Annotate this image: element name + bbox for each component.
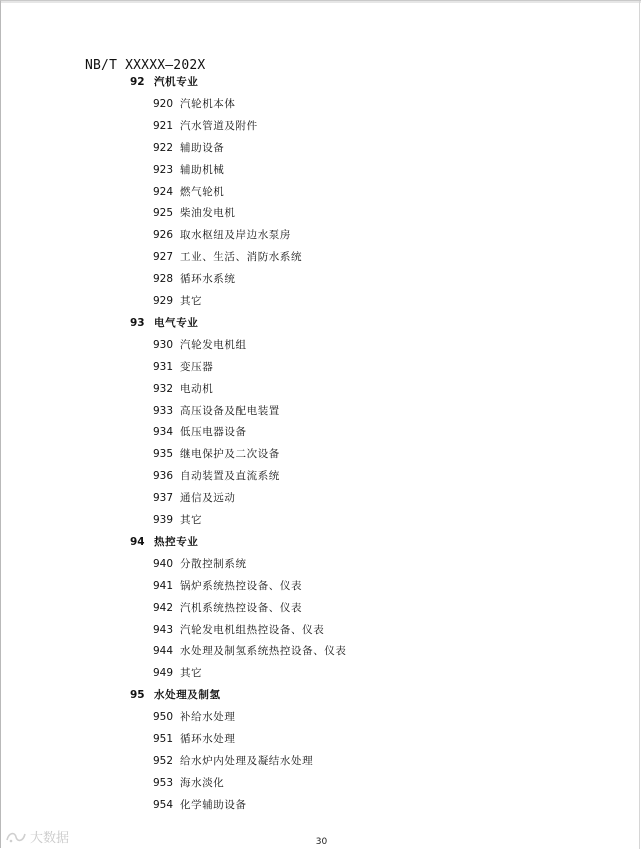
item-code: 932 (153, 382, 174, 395)
list-item (153, 664, 202, 682)
list-item (153, 730, 236, 748)
list-item (153, 183, 224, 201)
list-item (153, 511, 202, 529)
list-item (153, 336, 247, 354)
item-code: 950 (153, 711, 174, 724)
item-code: 943 (153, 623, 174, 636)
item-title: 其它 (180, 667, 203, 680)
item-title: 补给水处理 (180, 711, 236, 724)
list-item (153, 161, 224, 179)
item-title: 变压器 (180, 360, 214, 373)
item-code: 927 (153, 251, 174, 264)
list-item (153, 621, 324, 639)
list-item (153, 248, 302, 266)
section-title: 水处理及制氢 (154, 689, 221, 702)
item-title: 汽水管道及附件 (180, 119, 258, 132)
item-code: 923 (153, 163, 174, 176)
list-item (153, 380, 213, 398)
page-number: 30 (315, 837, 328, 847)
item-code: 953 (153, 776, 174, 789)
item-code: 936 (153, 470, 174, 483)
section-code: 92 (130, 76, 145, 88)
list-item (153, 577, 302, 595)
page-right-edge (639, 1, 640, 849)
item-code: 934 (153, 426, 174, 439)
item-title: 工业、生活、消防水系统 (180, 251, 303, 264)
list-item (153, 796, 247, 814)
section-title: 电气专业 (154, 316, 199, 329)
item-title: 循环水处理 (180, 733, 236, 745)
section-code: 93 (130, 316, 145, 329)
list-item (153, 708, 236, 726)
list-item (153, 752, 313, 770)
item-code: 928 (153, 273, 174, 286)
page-top-edge (1, 1, 641, 3)
item-code: 921 (153, 119, 174, 132)
item-title: 给水炉内处理及凝结水处理 (180, 754, 314, 767)
item-title: 继电保护及二次设备 (180, 448, 280, 461)
list-item (153, 139, 224, 157)
item-code: 949 (153, 667, 174, 680)
item-code: 954 (153, 798, 174, 811)
list-item (153, 292, 202, 310)
item-title: 汽轮发电机组 (180, 338, 247, 351)
section-code: 95 (130, 689, 145, 702)
item-title: 柴油发电机 (180, 207, 236, 220)
item-title: 燃气轮机 (180, 185, 225, 198)
list-item (153, 358, 213, 376)
section-heading (130, 73, 198, 91)
item-code: 920 (153, 97, 174, 110)
item-title: 水处理及制氢系统热控设备、仪表 (180, 645, 347, 658)
list-item (153, 117, 258, 135)
item-code: 924 (153, 185, 174, 198)
list-item (153, 489, 236, 507)
list-item (153, 774, 224, 792)
item-title: 汽轮发电机组热控设备、仪表 (180, 623, 325, 636)
item-title: 高压设备及配电装置 (180, 404, 280, 417)
item-title: 海水淡化 (180, 776, 225, 789)
section-title: 热控专业 (154, 535, 199, 548)
item-title: 通信及远动 (180, 492, 236, 505)
item-title: 电动机 (180, 382, 214, 395)
item-code: 937 (153, 492, 174, 505)
item-title: 其它 (180, 295, 203, 307)
list-item (153, 599, 302, 617)
item-title: 低压电器设备 (180, 426, 247, 439)
watermark-text: 大数据 (30, 831, 70, 846)
item-code: 941 (153, 579, 174, 592)
item-code: 925 (153, 207, 174, 220)
item-code: 939 (153, 514, 174, 526)
item-code: 951 (153, 733, 174, 745)
item-code: 926 (153, 229, 174, 242)
list-item (153, 642, 347, 660)
section-code: 94 (130, 535, 145, 548)
item-title: 循环水系统 (180, 273, 236, 286)
item-code: 942 (153, 601, 174, 614)
item-code: 952 (153, 754, 174, 767)
list-item (153, 226, 291, 244)
item-code: 931 (153, 360, 174, 373)
list-item (153, 204, 236, 222)
list-item (153, 555, 247, 573)
item-title: 化学辅助设备 (180, 798, 247, 811)
item-title: 其它 (180, 514, 203, 526)
list-item (153, 402, 280, 420)
item-title: 辅助设备 (180, 141, 225, 154)
item-code: 929 (153, 295, 174, 307)
item-code: 940 (153, 557, 174, 570)
item-title: 自动装置及直流系统 (180, 470, 280, 483)
list-item (153, 467, 280, 485)
item-title: 锅炉系统热控设备、仪表 (180, 579, 303, 592)
item-code: 935 (153, 448, 174, 461)
section-heading (130, 314, 198, 332)
item-title: 汽轮机本体 (180, 97, 236, 110)
item-code: 922 (153, 141, 174, 154)
item-title: 取水枢纽及岸边水泵房 (180, 229, 291, 242)
section-heading (130, 533, 198, 551)
section-title: 汽机专业 (154, 76, 199, 88)
item-code: 933 (153, 404, 174, 417)
list-item (153, 445, 280, 463)
item-title: 汽机系统热控设备、仪表 (180, 601, 303, 614)
list-item (153, 270, 236, 288)
list-item (153, 423, 247, 441)
item-code: 944 (153, 645, 174, 658)
section-heading (130, 686, 221, 704)
item-title: 分散控制系统 (180, 557, 247, 570)
document-code-header: NB/T XXXXX—202X (85, 58, 206, 73)
item-title: 辅助机械 (180, 163, 225, 176)
item-code: 930 (153, 338, 174, 351)
list-item (153, 95, 236, 113)
